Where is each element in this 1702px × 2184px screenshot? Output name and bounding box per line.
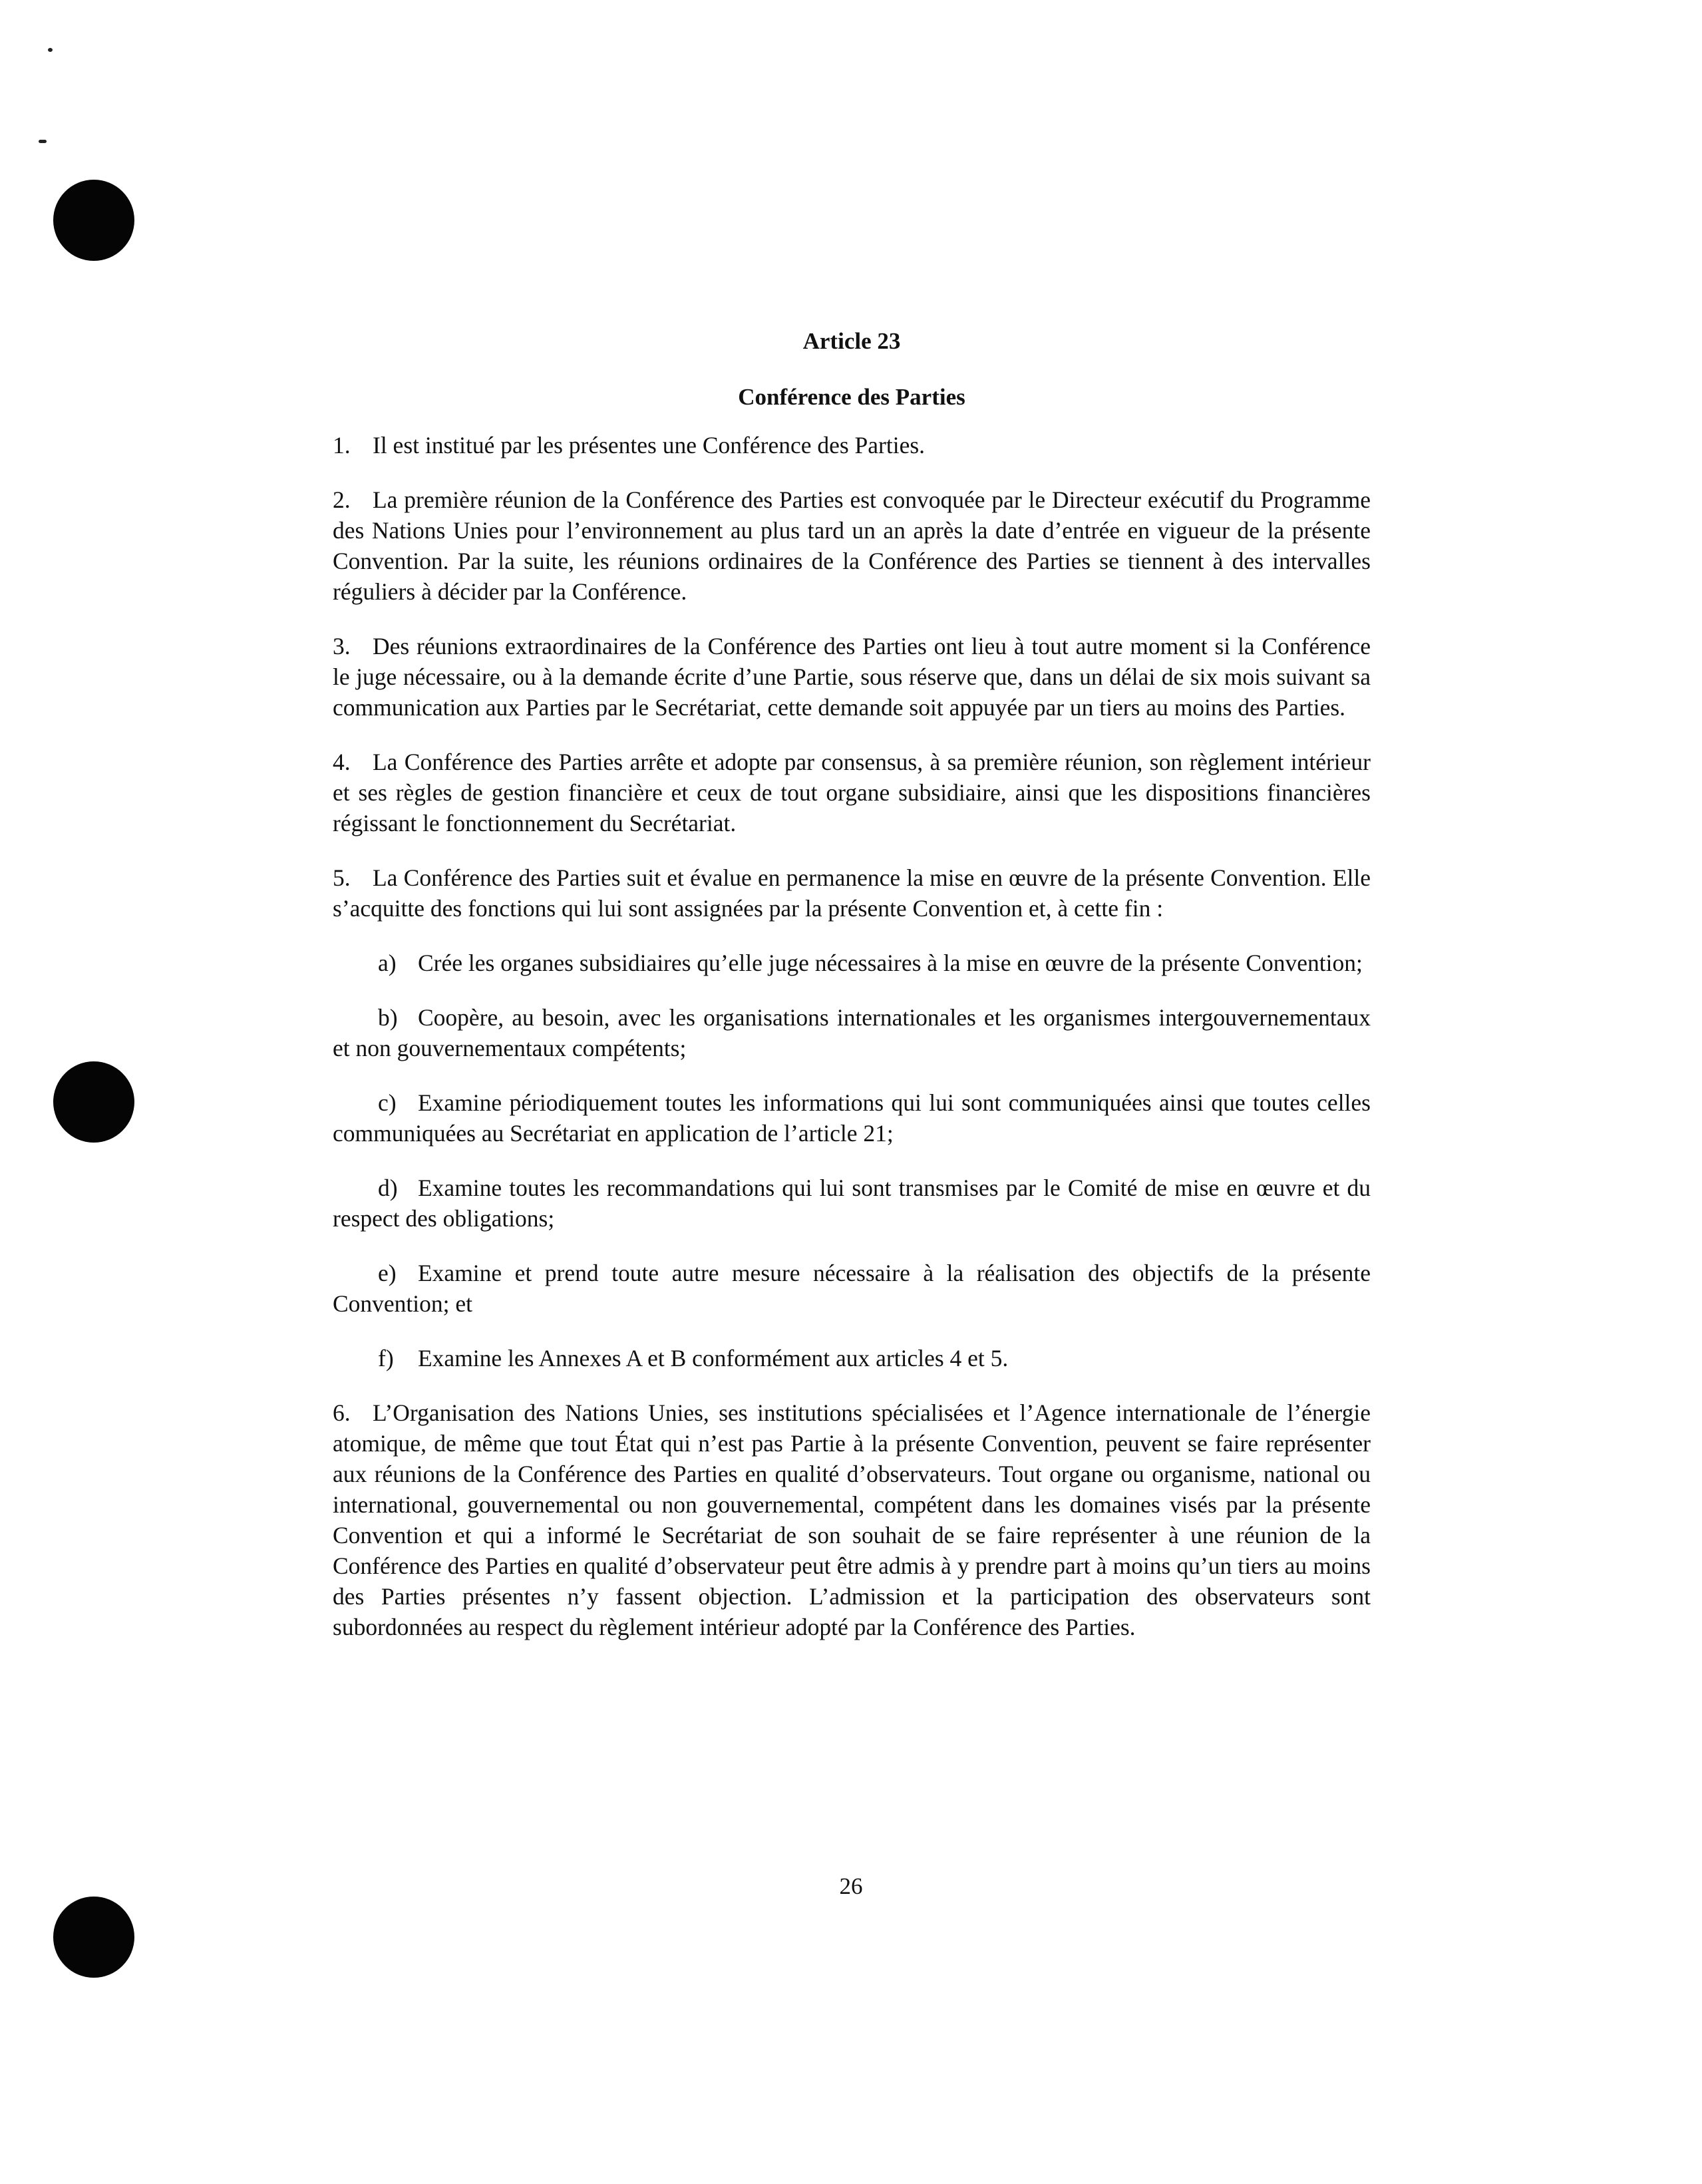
subitem-letter: a) bbox=[378, 950, 397, 976]
paragraph-number: 1. bbox=[333, 432, 351, 458]
subitem-a bbox=[333, 948, 1371, 978]
scan-speck bbox=[48, 48, 53, 52]
punch-hole-bottom bbox=[53, 1897, 134, 1978]
subitem-text: Examine et prend toute autre mesure nécessaire à la réalisation des objectifs de la présente Convention; et bbox=[333, 1260, 1371, 1317]
punch-hole-middle bbox=[53, 1061, 134, 1143]
paragraph-text: La Conférence des Parties arrête et adopte par consensus, à sa première réunion, son règlement intérieur et ses règles de gestion financière et ceux de tout organe subsidiaire, ainsi que les dispositions financières régissant le fonctionnement du Secrétariat. bbox=[333, 749, 1371, 836]
subitem-c bbox=[333, 1087, 1371, 1149]
scan-speck bbox=[39, 140, 47, 143]
subitem-b bbox=[333, 1002, 1371, 1063]
paragraph-3 bbox=[333, 631, 1371, 723]
subitem-text: Examine périodiquement toutes les informations qui lui sont communiquées ainsi que toutes celles communiquées au Secrétariat en application de l’article 21; bbox=[333, 1089, 1371, 1147]
subitem-e bbox=[333, 1258, 1371, 1319]
punch-hole-top bbox=[53, 180, 134, 261]
page-number: 26 bbox=[839, 1873, 863, 1899]
article-number: Article 23 bbox=[802, 328, 901, 354]
paragraph-text: Des réunions extraordinaires de la Conférence des Parties ont lieu à tout autre moment si la Conférence le juge nécessaire, ou à la demande écrite d’une Partie, sous réserve que, dans un délai de six mois suivant sa communication aux Parties par le Secrétariat, cette demande soit appuyée par un tiers au moins des Parties. bbox=[333, 633, 1371, 721]
subitem-d bbox=[333, 1173, 1371, 1234]
paragraph-1 bbox=[333, 430, 1371, 460]
subitem-text: Crée les organes subsidiaires qu’elle juge nécessaires à la mise en œuvre de la présente Convention; bbox=[418, 950, 1363, 976]
paragraph-number: 4. bbox=[333, 749, 351, 775]
paragraph-text: Il est institué par les présentes une Conférence des Parties. bbox=[373, 432, 926, 458]
paragraph-number: 6. bbox=[333, 1399, 351, 1426]
subitem-text: Examine toutes les recommandations qui lui sont transmises par le Comité de mise en œuvre et du respect des obligations; bbox=[333, 1175, 1371, 1232]
paragraph-6 bbox=[333, 1397, 1371, 1642]
paragraph-number: 3. bbox=[333, 633, 351, 659]
paragraph-2 bbox=[333, 484, 1371, 607]
paragraph-text: La première réunion de la Conférence des Parties est convoquée par le Directeur exécutif du Programme des Nations Unies pour l’environnement au plus tard un an après la date d’entrée en vigueur de la présente Convention. Par la suite, les réunions ordinaires de la Conférence des Parties se tiennent à des intervalles réguliers à décider par la Conférence. bbox=[333, 486, 1371, 605]
subitem-letter: e) bbox=[378, 1260, 397, 1286]
subitem-letter: b) bbox=[378, 1004, 398, 1031]
article-title: Conférence des Parties bbox=[738, 384, 965, 410]
paragraph-5 bbox=[333, 862, 1371, 924]
subitem-f bbox=[333, 1343, 1371, 1373]
document-body bbox=[333, 326, 1371, 1666]
subitem-letter: c) bbox=[378, 1089, 397, 1116]
paragraph-text: L’Organisation des Nations Unies, ses institutions spécialisées et l’Agence internationale de l’énergie atomique, de même que tout État qui n’est pas Partie à la présente Convention, peuvent se faire représenter aux réunions de la Conférence des Parties en qualité d’observateurs. Tout organe ou organisme, national ou international, gouvernemental ou non gouvernemental, compétent dans les domaines visés par la présente Convention et qui a informé le Secrétariat de son souhait de se faire représenter à une réunion de la Conférence des Parties en qualité d’observateur peut être admis à y prendre part à moins qu’un tiers au moins des Parties présentes n’y fassent objection. L’admission et la participation des observateurs sont subordonnées au respect du règlement intérieur adopté par la Conférence des Parties. bbox=[333, 1399, 1371, 1640]
subitem-text: Examine les Annexes A et B conformément aux articles 4 et 5. bbox=[418, 1345, 1009, 1371]
paragraph-number: 5. bbox=[333, 864, 351, 891]
subitem-letter: f) bbox=[378, 1345, 394, 1371]
paragraph-number: 2. bbox=[333, 486, 351, 513]
subitem-text: Coopère, au besoin, avec les organisations internationales et les organismes intergouvernementaux et non gouvernementaux compétents; bbox=[333, 1004, 1371, 1061]
subitem-letter: d) bbox=[378, 1175, 398, 1201]
paragraph-text: La Conférence des Parties suit et évalue en permanence la mise en œuvre de la présente Convention. Elle s’acquitte des fonctions qui lui sont assignées par la présente Convention et, à cette fin : bbox=[333, 864, 1371, 922]
paragraph-4 bbox=[333, 747, 1371, 838]
